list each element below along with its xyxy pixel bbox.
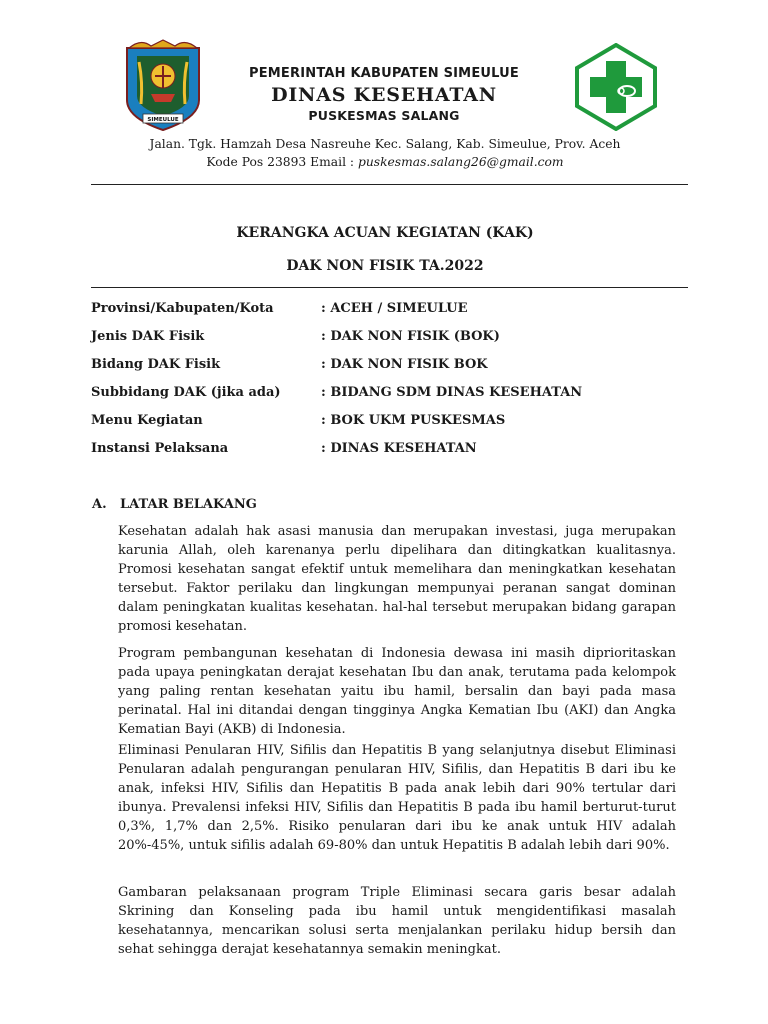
info-value-region: : ACEH / SIMEULUE <box>321 301 468 316</box>
office-name: DINAS KESEHATAN <box>271 84 497 106</box>
title-divider <box>91 287 688 288</box>
address-line: Jalan. Tgk. Hamzah Desa Nasreuhe Kec. Salang, Kab. Simeulue, Prov. Aceh <box>149 137 621 151</box>
info-label-implementing-agency: Instansi Pelaksana <box>91 441 229 456</box>
paragraph: Kesehatan adalah hak asasi manusia dan merupakan investasi, juga merupakan karunia Allah, oleh karenanya perlu dipelihara dan ditingkatkan kualitasnya. Promosi kesehatan sangat efektif untuk memelihara dan meningkatkan kesehatan tersebut. Faktor perilaku dan lingkungan mempunyai peranan sangat dominan dalam peningkatan kualitas kesehatan. hal-hal tersebut merupakan bidang garapan promosi kesehatan. <box>118 524 676 634</box>
unit-name: PUSKESMAS SALANG <box>308 108 460 123</box>
info-value-activity-menu: : BOK UKM PUSKESMAS <box>321 413 506 428</box>
crest-banner-text: SIMEULUE <box>147 117 179 123</box>
postal-email-line <box>80 155 690 169</box>
info-label-dak-type: Jenis DAK Fisik <box>91 329 205 344</box>
info-label-activity-menu: Menu Kegiatan <box>91 413 203 428</box>
info-label-dak-subfield: Subbidang DAK (jika ada) <box>91 385 281 400</box>
paragraph: Eliminasi Penularan HIV, Sifilis dan Hepatitis B yang selanjutnya disebut Eliminasi Penularan adalah pengurangan penularan HIV, Sifilis, dan Hepatitis B dari ibu ke anak, infeksi HIV, Sifilis dan Hepatitis B pada anak lebih dari 90% tertular dari ibunya. Prevalensi infeksi HIV, Sifilis dan Hepatitis B pada ibu hamil berturut-turut 0,3%, 1,7% dan 2,5%. Risiko penularan dari ibu ke anak untuk HIV adalah 20%-45%, untuk sifilis adalah 69-80% dan untuk Hepatitis B adalah lebih dari 90%. <box>118 743 676 853</box>
government-name: PEMERINTAH KABUPATEN SIMEULUE <box>248 66 520 81</box>
paragraph: Gambaran pelaksanaan program Triple Eliminasi secara garis besar adalah Skrining dan Konseling pada ibu hamil untuk mengidentifikasi masalah kesehatannya, mencarikan solusi serta menjalankan perilaku hidup bersih dan sehat sehingga derajat kesehatannya semakin meningkat. <box>118 885 676 957</box>
info-value-dak-subfield: : BIDANG SDM DINAS KESEHATAN <box>321 385 583 400</box>
info-label-region: Provinsi/Kabupaten/Kota <box>91 301 274 316</box>
section-letter: A. <box>92 497 107 512</box>
section-heading: LATAR BELAKANG <box>120 497 257 512</box>
email-address[interactable]: puskesmas.salang26@gmail.com <box>357 155 564 169</box>
postal-code-label: Kode Pos 23893 Email : <box>206 155 358 169</box>
info-value-dak-type: : DAK NON FISIK (BOK) <box>321 329 500 344</box>
info-value-implementing-agency: : DINAS KESEHATAN <box>321 441 477 456</box>
letterhead-divider <box>91 184 688 185</box>
info-label-dak-field: Bidang DAK Fisik <box>91 357 221 372</box>
puskesmas-green-cross-icon <box>575 43 657 131</box>
document-subtitle: DAK NON FISIK TA.2022 <box>286 258 484 274</box>
info-value-dak-field: : DAK NON FISIK BOK <box>321 357 488 372</box>
simeulue-regency-crest-icon <box>121 38 205 132</box>
paragraph: Program pembangunan kesehatan di Indonesia dewasa ini masih diprioritaskan pada upaya peningkatan derajat kesehatan Ibu dan anak, terutama pada kelompok yang paling rentan kesehatan yaitu ibu hamil, bersalin dan bayi pada masa perinatal. Hal ini ditandai dengan tingginya Angka Kematian Ibu (AKI) dan Angka Kematian Bayi (AKB) di Indonesia. <box>118 646 676 737</box>
document-title: KERANGKA ACUAN KEGIATAN (KAK) <box>236 225 534 241</box>
